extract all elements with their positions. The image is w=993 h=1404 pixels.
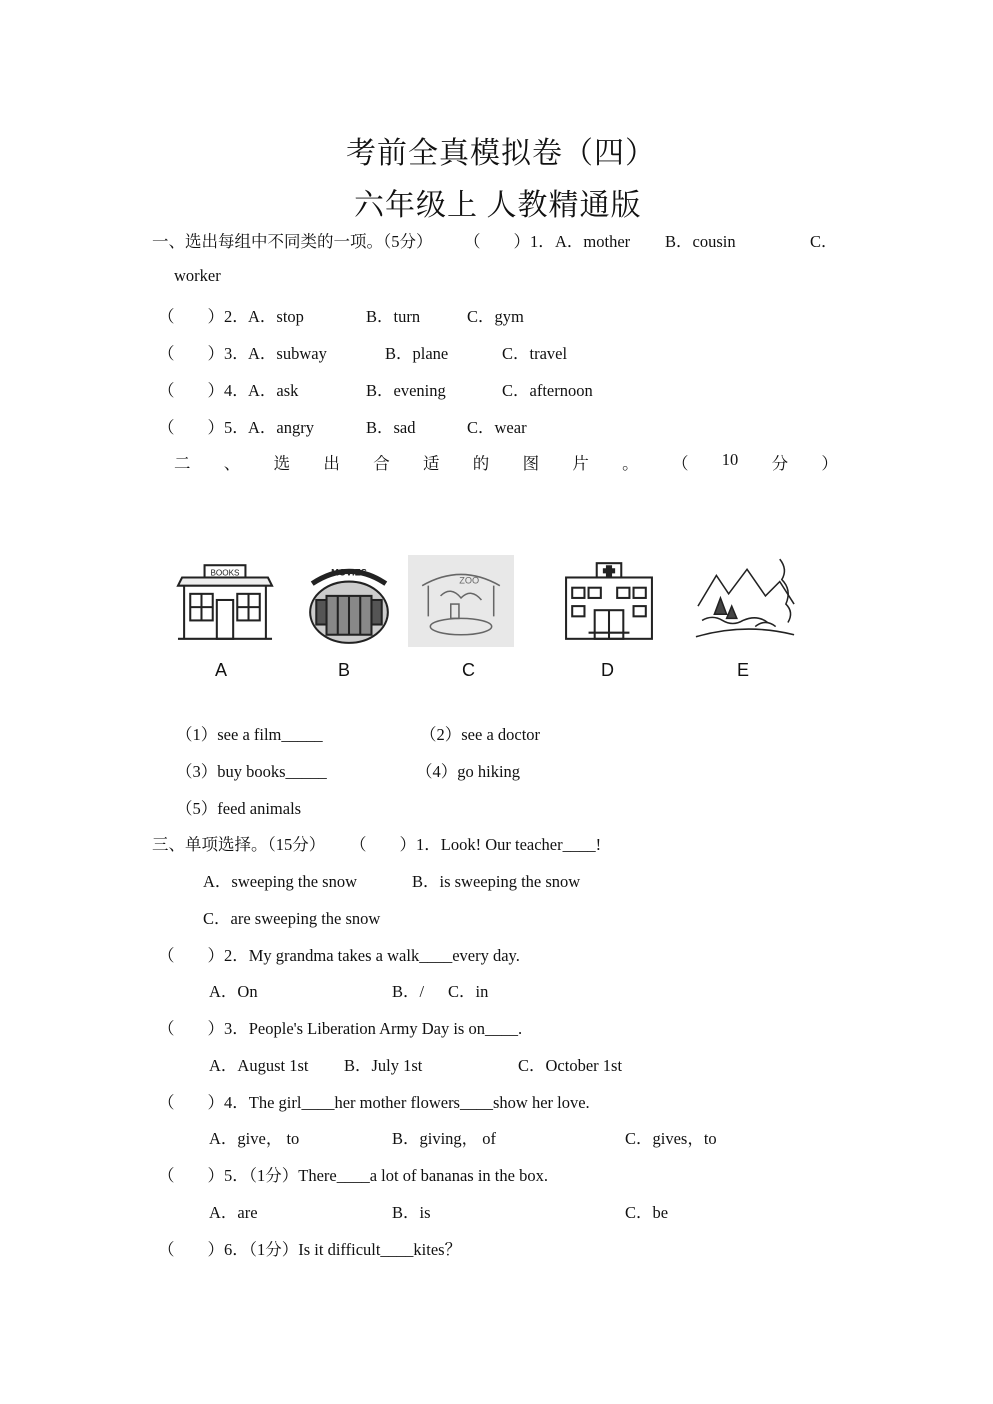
section1-q1-option-a: A．mother bbox=[555, 232, 631, 251]
section3-heading: 三、单项选择。（15分） bbox=[152, 835, 326, 854]
section1-q5-option-c: C．wear bbox=[467, 418, 527, 437]
section3-q1-option-c: C．are sweeping the snow bbox=[203, 909, 381, 928]
section1-q2-option-b: B．turn bbox=[366, 307, 421, 326]
section2-item-4: （4）go hiking bbox=[416, 762, 521, 781]
section2-heading-char: 选 bbox=[273, 454, 291, 473]
section2-heading-char: 出 bbox=[323, 454, 340, 473]
section3-q1-option-a: A．sweeping the snow bbox=[203, 872, 357, 891]
section3-q5-stem: （ ）5．（1分）There____a lot of bananas in the box. bbox=[158, 1166, 548, 1185]
section2-heading bbox=[174, 450, 838, 474]
section2-item-2: （2）see a doctor bbox=[420, 725, 541, 744]
section1-q1-number: （ ）1． bbox=[464, 232, 555, 251]
section3-q4-stem: （ ）4．The girl____her mother flowers____show her love. bbox=[158, 1093, 590, 1112]
mountain-landscape-icon bbox=[692, 555, 798, 647]
section2-heading-char: 片 bbox=[572, 454, 589, 473]
picture-label-a: A bbox=[215, 660, 228, 680]
section1-q3-option-c: C．travel bbox=[502, 344, 568, 363]
section3-q1-stem: （ ）1．Look! Our teacher____! bbox=[350, 835, 602, 854]
section3-q3-stem: （ ）3．People's Liberation Army Day is on____. bbox=[158, 1019, 523, 1038]
section2-heading-char: 图 bbox=[522, 454, 540, 473]
picture-label-b: B bbox=[338, 660, 351, 680]
section3-q4-option-a: A．give， to bbox=[209, 1129, 300, 1148]
section2-heading-char: 适 bbox=[422, 454, 440, 473]
section2-heading-char: 合 bbox=[373, 454, 390, 473]
section3-q4-option-c: C．gives，to bbox=[625, 1129, 717, 1148]
picture-label-d: D bbox=[601, 660, 614, 680]
section3-q3-option-b: B．July 1st bbox=[344, 1056, 423, 1075]
bookstore-sign: BOOKS bbox=[210, 568, 240, 578]
zoo-icon bbox=[408, 555, 514, 647]
section1-q2-option-c: C．gym bbox=[467, 307, 524, 326]
section2-item-1: （1）see a film_____ bbox=[176, 725, 323, 744]
section1-q2-option-a: A．stop bbox=[248, 307, 304, 326]
picture-label-e: E bbox=[737, 660, 750, 680]
section3-q2-option-a: A．On bbox=[209, 982, 258, 1001]
section3-q3-option-c: C．October 1st bbox=[518, 1056, 623, 1075]
section1-q1-option-c-text: worker bbox=[174, 266, 221, 285]
page-title: 考前全真模拟卷（四） bbox=[346, 137, 656, 170]
section2-heading-char: 的 bbox=[472, 454, 490, 473]
section1-q1-option-b: B．cousin bbox=[665, 232, 736, 251]
section1-q5-option-a: A．angry bbox=[248, 418, 314, 437]
section2-item-5: （5）feed animals bbox=[176, 799, 302, 818]
picture-label-c: C bbox=[462, 660, 475, 680]
section2-heading-char: 10 bbox=[721, 450, 739, 469]
section3-q5-option-b: B．is bbox=[392, 1203, 431, 1222]
section1-q5-option-b: B．sad bbox=[366, 418, 416, 437]
section3-q2-option-c: C．in bbox=[448, 982, 489, 1001]
section3-q2-stem: （ ）2．My grandma takes a walk____every day. bbox=[158, 946, 520, 965]
section1-q3-option-b: B．plane bbox=[385, 344, 449, 363]
section1-q3-option-a: A．subway bbox=[248, 344, 327, 363]
section1-q4-number: （ ）4． bbox=[158, 381, 249, 400]
section3-q6-stem: （ ）6．（1分）Is it difficult____kites？ bbox=[158, 1240, 462, 1259]
section2-heading-char: 、 bbox=[223, 454, 241, 473]
section3-q5-option-c: C．be bbox=[625, 1203, 669, 1222]
bookstore-icon bbox=[172, 555, 278, 647]
section2-item-3: （3）buy books_____ bbox=[176, 762, 327, 781]
section3-q5-option-a: A．are bbox=[209, 1203, 258, 1222]
section1-q5-number: （ ）5． bbox=[158, 418, 249, 437]
page-subtitle: 六年级上 人教精通版 bbox=[354, 189, 642, 222]
section2-heading-char: ） bbox=[821, 454, 838, 473]
section2-heading-char: 。 bbox=[622, 454, 639, 473]
section1-q4-option-c: C．afternoon bbox=[502, 381, 593, 400]
section1-q2-number: （ ）2． bbox=[158, 307, 249, 326]
section3-q1-option-b: B．is sweeping the snow bbox=[412, 872, 581, 891]
section1-q4-option-a: A．ask bbox=[248, 381, 299, 400]
section1-heading: 一、选出每组中不同类的一项。（5分） bbox=[152, 232, 433, 251]
cinema-sign: MOVIES bbox=[331, 567, 367, 578]
section2-heading-char: 二 bbox=[174, 454, 191, 473]
section1-q3-number: （ ）3． bbox=[158, 344, 249, 363]
section3-q2-option-b: B．/ bbox=[392, 982, 425, 1001]
hospital-icon bbox=[556, 555, 662, 647]
section2-heading-char: （ bbox=[671, 454, 689, 473]
section2-heading-char: 分 bbox=[771, 454, 789, 473]
section1-q1-option-c: C． bbox=[810, 232, 838, 251]
zoo-sign: ZOO bbox=[459, 575, 480, 586]
section3-q4-option-b: B．giving， of bbox=[392, 1129, 497, 1148]
section1-q4-option-b: B．evening bbox=[366, 381, 446, 400]
section3-q3-option-a: A．August 1st bbox=[209, 1056, 309, 1075]
cinema-icon bbox=[296, 555, 402, 647]
